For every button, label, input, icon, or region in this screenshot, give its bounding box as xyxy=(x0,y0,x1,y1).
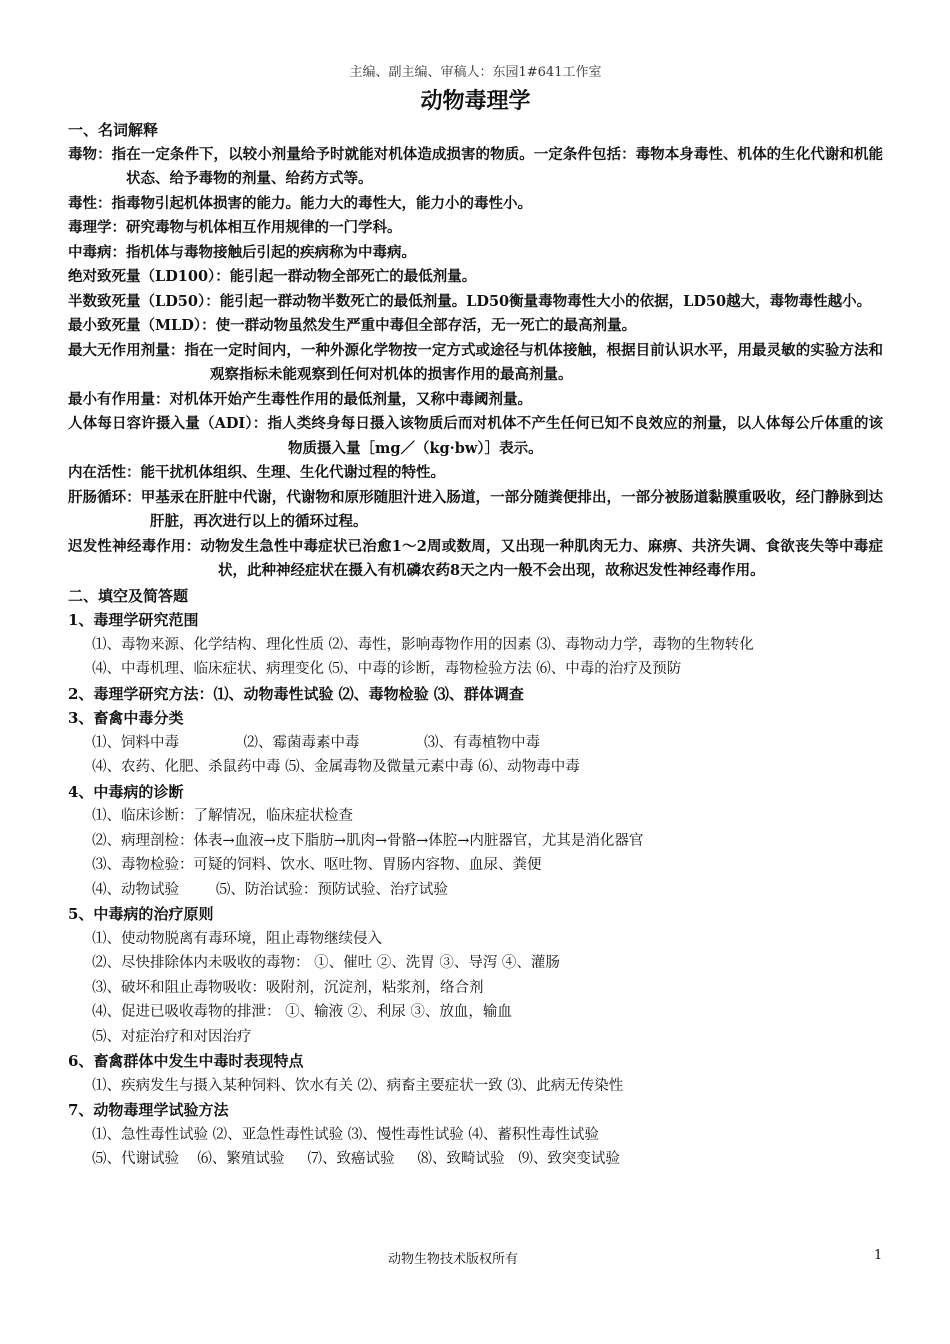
question-title: 3、畜禽中毒分类 xyxy=(68,709,184,727)
definition-item xyxy=(68,241,883,266)
definition-term: 最大无作用剂量： xyxy=(68,341,185,359)
answer-line: ⑷、促进已吸收毒物的排泄： ①、输液 ②、利尿 ③、放血，输血 xyxy=(92,1004,512,1020)
question-title: 1、毒理学研究范围 xyxy=(68,611,199,629)
definition-text: 指在一定时间内，一种外源化学物按一定方式或途径与机体接触，根据目前认识水平，用最灵敏的实验方法和观察指标未能观察到任何对机体的损害作用的最高剂量。 xyxy=(184,341,883,383)
definition-item xyxy=(68,339,883,388)
page-header: 主编、副主编、审稿人：东园1#641工作室 xyxy=(349,65,602,80)
question-title: 6、畜禽群体中发生中毒时表现特点 xyxy=(68,1052,304,1070)
definition-item xyxy=(68,265,883,290)
definition-text: 研究毒物与机体相互作用规律的一门学科。 xyxy=(126,219,402,236)
section-heading-2: 二、填空及简答题 xyxy=(68,586,189,605)
definition-term: 最小有作用量： xyxy=(68,390,170,408)
definition-item xyxy=(68,535,883,584)
question-title: 5、中毒病的治疗原则 xyxy=(68,905,214,923)
definition-text: 指在一定条件下，以较小剂量给予时就能对机体造成损害的物质。一定条件包括：毒物本身毒性、机体的生化代谢和机能状态、给予毒物的剂量、给药方式等。 xyxy=(111,145,884,187)
definition-text: 能引起一群动物半数死亡的最低剂量。LD50衡量毒物毒性大小的依据，LD50越大，毒物毒性越小。 xyxy=(219,292,872,310)
definition-term: 中毒病： xyxy=(68,243,126,261)
definition-term: 毒理学： xyxy=(68,219,126,236)
definition-item xyxy=(68,290,883,315)
answer-line: ⑸、代谢试验 ⑹、繁殖试验 ⑺、致癌试验 ⑻、致畸试验 ⑼、致突变试验 xyxy=(92,1151,620,1167)
definition-text: 指机体与毒物接触后引起的疾病称为中毒病。 xyxy=(126,243,416,261)
definition-term: 毒物： xyxy=(68,145,112,163)
answer-line: ⑷、中毒机理、临床症状、病理变化 ⑸、中毒的诊断，毒物检验方法 ⑹、中毒的治疗及预防 xyxy=(92,661,682,677)
answer-line: ⑶、破坏和阻止毒物吸收：吸附剂，沉淀剂，粘浆剂，络合剂 xyxy=(92,979,484,996)
definition-item xyxy=(68,486,883,535)
definition-item xyxy=(68,412,883,461)
definition-text: 对机体开始产生毒性作用的最低剂量，又称中毒阈剂量。 xyxy=(169,390,532,408)
answer-line: ⑵、尽快排除体内未吸收的毒物： ①、催吐 ②、洗胃 ③、导泻 ④、灌肠 xyxy=(92,955,560,971)
question-title: 2、毒理学研究方法：⑴、动物毒性试验 ⑵、毒物检验 ⑶、群体调查 xyxy=(68,684,524,703)
footer-copyright: 动物生物技术版权所有 xyxy=(388,1252,519,1267)
answer-line: ⑴、毒物来源、化学结构、理化性质 ⑵、毒性，影响毒物作用的因素 ⑶、毒物动力学，毒物的生物转化 xyxy=(92,636,754,653)
definition-term: 迟发性神经毒作用： xyxy=(68,537,201,555)
question-title: 4、中毒病的诊断 xyxy=(68,782,184,801)
answer-line: ⑴、饲料中毒 ⑵、霉菌毒素中毒 ⑶、有毒植物中毒 xyxy=(92,734,541,751)
definition-text: 指毒物引起机体损害的能力。能力大的毒性大，能力小的毒性小。 xyxy=(111,194,532,212)
definition-item xyxy=(68,388,883,413)
definition-item xyxy=(68,192,883,217)
definition-item xyxy=(68,216,883,241)
definition-list xyxy=(68,143,883,584)
definition-term: 肝肠循环： xyxy=(68,488,141,506)
answer-line: ⑶、毒物检验：可疑的饲料、饮水、呕吐物、胃肠内容物、血尿、粪便 xyxy=(92,857,542,873)
definition-term: 内在活性： xyxy=(68,464,141,481)
definition-item xyxy=(68,314,883,339)
definition-term: 半数致死量（LD50）： xyxy=(68,292,220,310)
answer-line: ⑴、使动物脱离有毒环境，阻止毒物继续侵入 xyxy=(92,930,382,947)
definition-term: 人体每日容许摄入量（ADI）： xyxy=(68,415,268,432)
answer-line: ⑴、疾病发生与摄入某种饲料、饮水有关 ⑵、病畜主要症状一致 ⑶、此病无传染性 xyxy=(92,1077,624,1094)
definition-text: 能干扰机体组织、生理、生化代谢过程的特性。 xyxy=(140,464,445,481)
definition-term: 绝对致死量（LD100）： xyxy=(68,268,230,285)
answer-line: ⑴、临床诊断：了解情况，临床症状检查 xyxy=(92,808,353,824)
section-heading-1: 一、名词解释 xyxy=(68,121,159,139)
document-title: 动物毒理学 xyxy=(420,88,531,114)
definition-term: 最小致死量（MLD）： xyxy=(68,317,216,334)
document-page xyxy=(68,62,883,1172)
definition-term: 毒性： xyxy=(68,194,112,212)
definition-item xyxy=(68,143,883,192)
answer-line: ⑷、农药、化肥、杀鼠药中毒 ⑸、金属毒物及微量元素中毒 ⑹、动物毒中毒 xyxy=(92,759,580,775)
page-number: 1 xyxy=(874,1248,883,1263)
definition-text: 能引起一群动物全部死亡的最低剂量。 xyxy=(229,268,477,285)
answer-line: ⑴、急性毒性试验 ⑵、亚急性毒性试验 ⑶、慢性毒性试验 ⑷、蓄积性毒性试验 xyxy=(92,1126,599,1143)
question-title: 7、动物毒理学试验方法 xyxy=(68,1101,229,1119)
answer-line: ⑵、病理剖检：体表→血液→皮下脂肪→肌肉→骨骼→体腔→内脏器官，尤其是消化器官 xyxy=(92,832,644,849)
definition-text: 甲基汞在肝脏中代谢，代谢物和原形随胆汁进入肠道，一部分随粪便排出，一部分被肠道黏膜重吸收，经门静脉到达肝脏，再次进行以上的循环过程。 xyxy=(140,488,884,530)
definition-item xyxy=(68,461,883,486)
answer-line: ⑸、对症治疗和对因治疗 xyxy=(92,1028,252,1045)
answer-line: ⑷、动物试验 ⑸、防治试验：预防试验、治疗试验 xyxy=(92,881,448,898)
definition-text: 使一群动物虽然发生严重中毒但全部存活，无一死亡的最高剂量。 xyxy=(215,317,637,334)
definition-text: 动物发生急性中毒症状已治愈1～2周或数周，又出现一种肌肉无力、麻痹、共济失调、食欲丧失等中毒症状，此种神经症状在摄入有机磷农药8天之内一般不会出现，故称迟发性神经毒作用。 xyxy=(200,537,883,579)
definition-text: 指人类终身每日摄入该物质后而对机体不产生任何已知不良效应的剂量，以人体每公斤体重的该物质摄入量［mg／（kg·bw）］表示。 xyxy=(267,415,883,457)
